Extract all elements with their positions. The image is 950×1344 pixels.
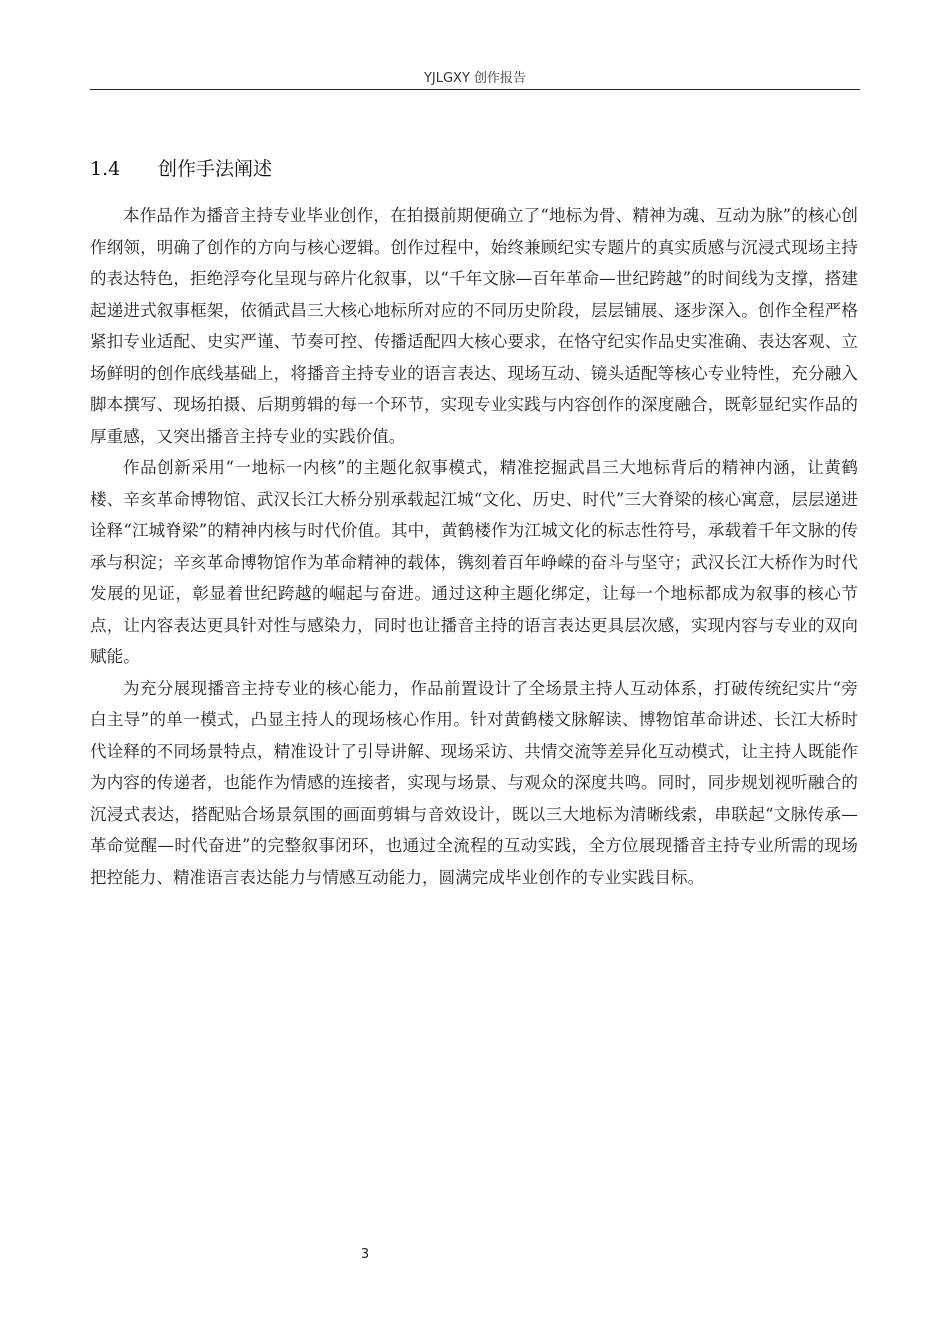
paragraph: 作品创新采用“一地标一内核”的主题化叙事模式，精准挖掘武昌三大地标背后的精神内涵，让黄鹤楼、辛亥革命博物馆、武汉长江大桥分别承载起江城“文化、历史、时代”三大脊梁的核心寓意，层层递进诠释“江城脊梁”的精神内核与时代价值。其中，黄鹤楼作为江城文化的标志性符号，承载着千年文脉的传承与积淀；辛亥革命博物馆作为革命精神的载体，镌刻着百年峥嵘的奋斗与坚守；武汉长江大桥作为时代发展的见证，彰显着世纪跨越的崛起与奋进。通过这种主题化绑定，让每一个地标都成为叙事的核心节点，让内容表达更具针对性与感染力，同时也让播音主持的语言表达更具层次感，实现内容与专业的双向赋能。 (90, 458, 858, 666)
section-heading (90, 154, 272, 184)
section-title: 创作手法阐述 (158, 158, 273, 180)
body-text (90, 200, 858, 893)
paragraph: 为充分展现播音主持专业的核心能力，作品前置设计了全场景主持人互动体系，打破传统纪实片“旁白主导”的单一模式，凸显主持人的现场核心作用。针对黄鹤楼文脉解读、博物馆革命讲述、长江大桥时代诠释的不同场景特点，精准设计了引导讲解、现场采访、共情交流等差异化互动模式，让主持人既能作为内容的传递者，也能作为情感的连接者，实现与场景、与观众的深度共鸣。同时，同步规划视听融合的沉浸式表达，搭配贴合场景氛围的画面剪辑与音效设计，既以三大地标为清晰线索，串联起“文脉传承—革命觉醒—时代奋进”的完整叙事闭环，也通过全流程的互动实践，全方位展现播音主持专业所需的现场把控能力、精准语言表达能力与情感互动能力，圆满完成毕业创作的专业实践目标。 (90, 678, 858, 887)
running-header: YJLGXY 创作报告 (423, 71, 527, 86)
header-divider (90, 89, 860, 90)
section-number: 1.4 (90, 158, 121, 180)
paragraph: 本作品作为播音主持专业毕业创作，在拍摄前期便确立了“地标为骨、精神为魂、互动为脉”的核心创作纲领，明确了创作的方向与核心逻辑。创作过程中，始终兼顾纪实专题片的真实质感与沉浸式现场主持的表达特色，拒绝浮夸化呈现与碎片化叙事，以“千年文脉—百年革命—世纪跨越”的时间线为支撑，搭建起递进式叙事框架，依循武昌三大核心地标所对应的不同历史阶段，层层铺展、逐步深入。创作全程严格紧扣专业适配、史实严谨、节奏可控、传播适配四大核心要求，在恪守纪实作品史实准确、表达客观、立场鲜明的创作底线基础上，将播音主持专业的语言表达、现场互动、镜头适配等核心专业特性，充分融入脚本撰写、现场拍摄、后期剪辑的每一个环节，实现专业实践与内容创作的深度融合，既彰显纪实作品的厚重感，又突出播音主持专业的实践价值。 (90, 206, 858, 446)
page-number: 3 (360, 1247, 370, 1262)
